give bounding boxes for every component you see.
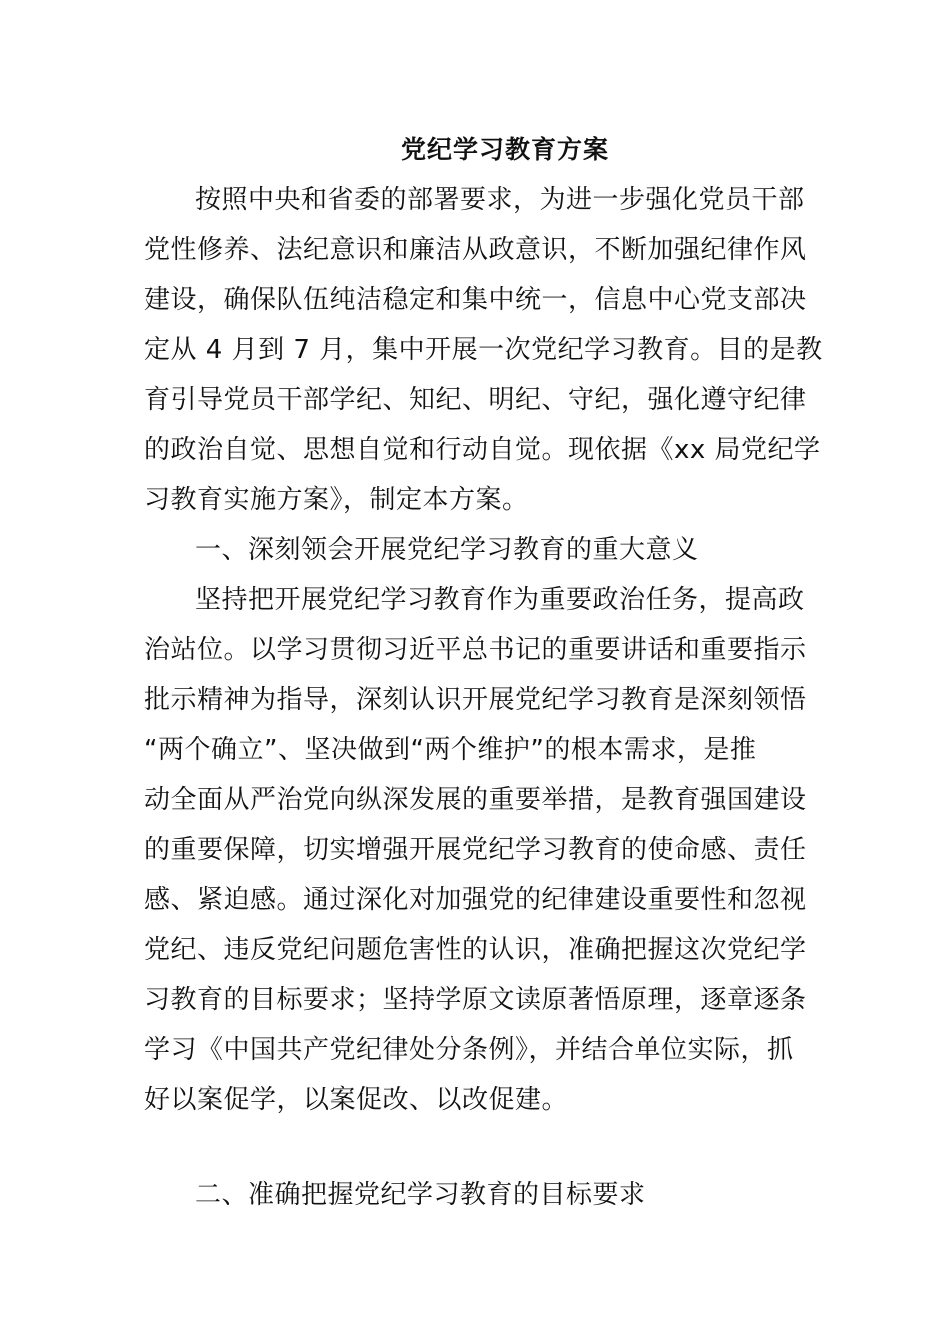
paragraph-line: 党性修养、法纪意识和廉洁从政意识，不断加强纪律作风 [144, 235, 807, 265]
paragraph-line: 习教育实施方案》，制定本方案。 [144, 485, 529, 515]
paragraph-line: 学习《中国共产党纪律处分条例》，并结合单位实际，抓 [144, 1035, 794, 1065]
paragraph-line: 定从 4 月到 7 月，集中开展一次党纪学习教育。目的是教 [144, 335, 823, 365]
paragraph-line: 好以案促学，以案促改、以改促建。 [144, 1085, 569, 1115]
document-title: 党纪学习教育方案 [400, 135, 609, 164]
paragraph-line: 按照中央和省委的部署要求，为进一步强化党员干部 [195, 185, 805, 215]
paragraph-line: 动全面从严治党向纵深发展的重要举措，是教育强国建设 [144, 785, 807, 815]
paragraph-line: 习教育的目标要求；坚持学原文读原著悟原理，逐章逐条 [144, 985, 807, 1015]
section-heading: 二、准确把握党纪学习教育的目标要求 [195, 1180, 646, 1210]
paragraph-line: 建设，确保队伍纯洁稳定和集中统一，信息中心党支部决 [144, 285, 807, 315]
paragraph-line: 坚持把开展党纪学习教育作为重要政治任务，提高政 [195, 585, 805, 615]
paragraph-line: 感、紧迫感。通过深化对加强党的纪律建设重要性和忽视 [144, 885, 807, 915]
paragraph-line: 批示精神为指导，深刻认识开展党纪学习教育是深刻领悟 [144, 685, 807, 715]
section-heading: 一、深刻领会开展党纪学习教育的重大意义 [195, 535, 699, 565]
paragraph-line: “两个确立”、坚决做到“两个维护”的根本需求，是推 [144, 735, 757, 765]
paragraph-line: 治站位。以学习贯彻习近平总书记的重要讲话和重要指示 [144, 635, 807, 665]
paragraph-line: 育引导党员干部学纪、知纪、明纪、守纪，强化遵守纪律 [144, 385, 807, 415]
paragraph-line: 党纪、违反党纪问题危害性的认识，准确把握这次党纪学 [144, 935, 807, 965]
paragraph-line: 的重要保障，切实增强开展党纪学习教育的使命感、责任 [144, 835, 807, 865]
paragraph-line: 的政治自觉、思想自觉和行动自觉。现依据《xx 局党纪学 [144, 435, 821, 465]
